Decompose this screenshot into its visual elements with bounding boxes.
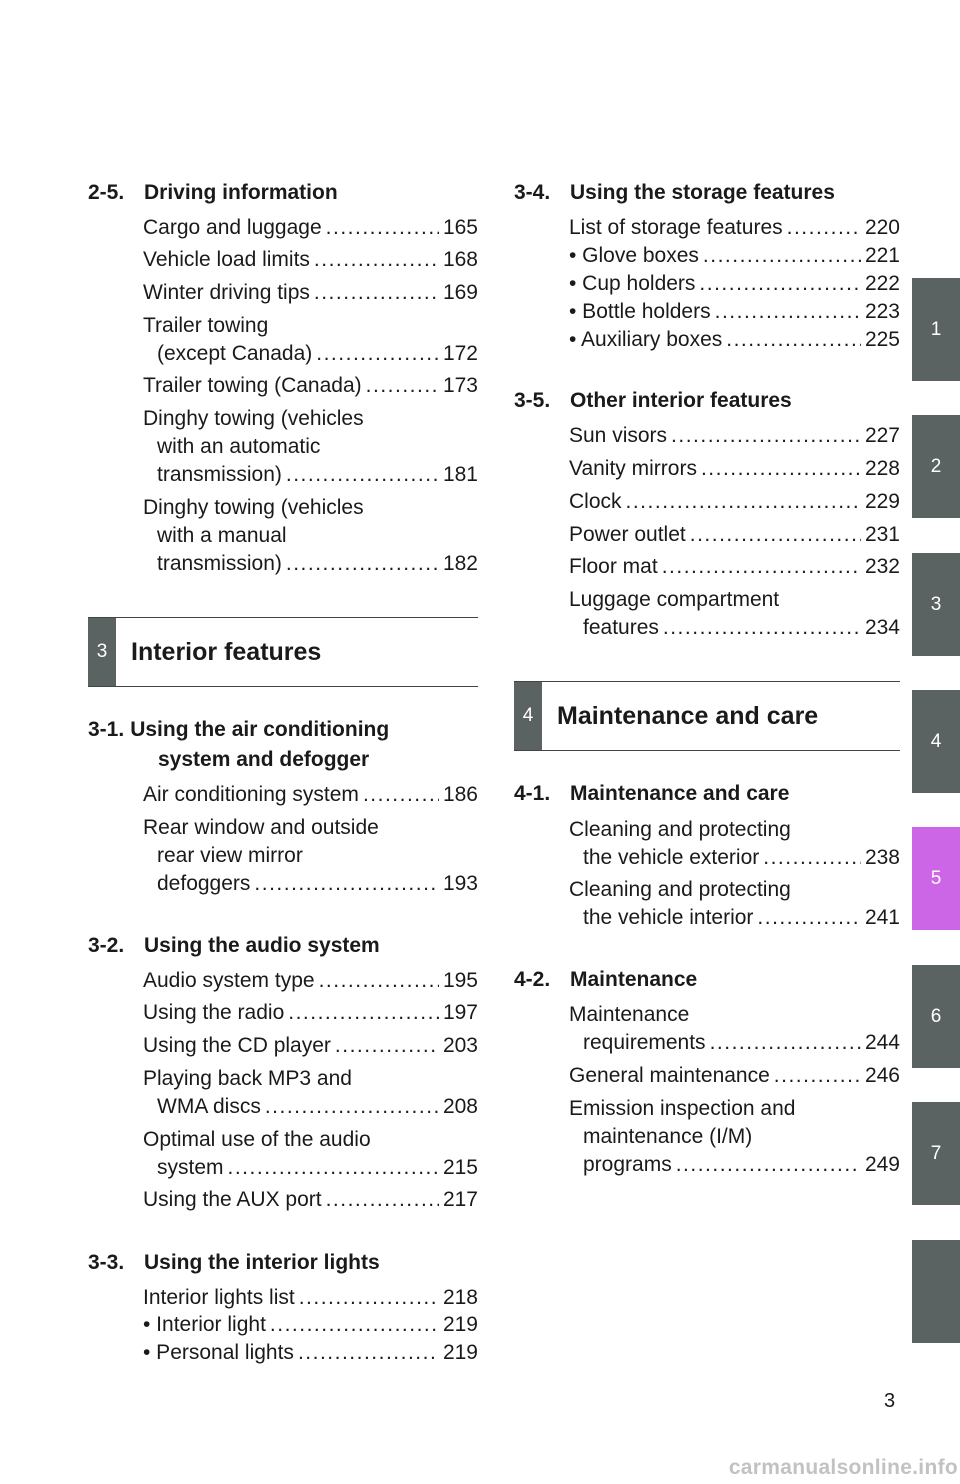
watermark: carmanualsonline.info (728, 1456, 958, 1479)
toc-entry[interactable] (143, 494, 478, 578)
toc-entry-text: Cleaning and protecting (569, 878, 791, 901)
toc-entry-row (143, 781, 478, 809)
dot-leader (699, 270, 861, 298)
dot-leader (314, 279, 439, 307)
toc-entry-text: Sun visors (569, 424, 668, 447)
toc-entry-row (569, 521, 900, 549)
toc-entry-text: Playing back MP3 and (143, 1067, 352, 1090)
toc-entry[interactable] (569, 242, 900, 270)
toc-page-number: 186 (442, 783, 478, 806)
toc-entry[interactable] (143, 312, 478, 368)
toc-page-number: 234 (864, 616, 900, 639)
dot-leader (701, 455, 861, 483)
dot-leader (763, 844, 861, 872)
toc-entry-row (143, 246, 478, 274)
toc-entry[interactable] (143, 1186, 478, 1214)
toc-entry[interactable] (143, 1065, 478, 1121)
toc-page-number: 197 (442, 1001, 478, 1024)
toc-entry-row (569, 614, 900, 642)
toc-page-number: 208 (442, 1095, 478, 1118)
toc-page-number: 232 (864, 555, 900, 578)
toc-entry-row (569, 1029, 900, 1057)
dot-leader (286, 461, 439, 489)
toc-entry-text: Using the radio (143, 1001, 285, 1024)
toc-entry[interactable] (143, 814, 478, 898)
toc-entry-text: (except Canada) (157, 342, 313, 365)
dot-leader (703, 242, 861, 270)
toc-entry-text: system (157, 1156, 224, 1179)
toc-entry-text: Cleaning and protecting (569, 818, 791, 841)
chapter-title: Maintenance and care (557, 701, 819, 730)
toc-entry-text: Cargo and luggage (143, 216, 322, 239)
toc-entry-row (569, 422, 900, 450)
dot-leader (254, 870, 439, 898)
section-heading-2-5 (88, 178, 338, 208)
chapter-tab-1[interactable]: 1 (912, 278, 960, 381)
toc-entry[interactable] (569, 1095, 900, 1179)
toc-page-number: 221 (864, 244, 900, 267)
chapter-tab-5[interactable]: 5 (912, 827, 960, 930)
toc-entry-text: the vehicle interior (583, 906, 754, 929)
toc-entry-text: with a manual (157, 524, 287, 547)
chapter-header-3 (88, 617, 478, 687)
toc-entry-text: the vehicle exterior (583, 846, 760, 869)
toc-entry-text: transmission) (157, 463, 282, 486)
toc-entry-row (569, 1062, 900, 1090)
toc-entry-text: Emission inspection and (569, 1097, 796, 1120)
toc-entry-text: General maintenance (569, 1064, 770, 1087)
toc-entry[interactable] (569, 422, 900, 450)
section-number: 2-5. (88, 181, 125, 204)
dot-leader (663, 614, 861, 642)
toc-entry[interactable] (143, 1032, 478, 1060)
toc-page-number: 222 (864, 272, 900, 295)
toc-entry-row (569, 904, 900, 932)
toc-entry-text: Using the AUX port (143, 1188, 322, 1211)
section-number: 4-2. (514, 968, 551, 991)
toc-entry-row (569, 488, 900, 516)
toc-entry-text: • Bottle holders (569, 300, 711, 323)
toc-page-number: 227 (864, 424, 900, 447)
toc-entry[interactable] (143, 1339, 478, 1367)
section-heading-3-4 (514, 178, 835, 208)
toc-entry[interactable] (569, 876, 900, 932)
toc-entry-row (143, 967, 478, 995)
chapter-title: Interior features (131, 637, 322, 666)
toc-entry[interactable] (143, 372, 478, 400)
dot-leader (774, 1062, 861, 1090)
toc-entry-row (143, 1284, 478, 1312)
toc-entry-text: requirements (583, 1031, 706, 1054)
toc-entry-row (143, 870, 478, 898)
dot-leader (715, 298, 861, 326)
toc-page-number: 220 (864, 216, 900, 239)
toc-entry-text: Trailer towing (Canada) (143, 374, 362, 397)
toc-entry[interactable] (143, 781, 478, 809)
toc-entry[interactable] (143, 967, 478, 995)
chapter-tab-4[interactable]: 4 (912, 690, 960, 793)
toc-entry-row (143, 999, 478, 1027)
section-heading-3-2 (88, 931, 380, 961)
toc-entry[interactable] (569, 1062, 900, 1090)
toc-entry-row (143, 214, 478, 242)
toc-entry-text: Audio system type (143, 969, 315, 992)
section-title: Using the interior lights (144, 1251, 380, 1274)
dot-leader (299, 1284, 439, 1312)
toc-entry-row (569, 455, 900, 483)
toc-entry[interactable] (569, 298, 900, 326)
toc-entry-text: • Interior light (143, 1313, 266, 1336)
toc-page-number: 238 (864, 846, 900, 869)
section-title: Maintenance and care (570, 782, 790, 805)
toc-entry-text: programs (583, 1153, 672, 1176)
toc-entry-row (569, 1151, 900, 1179)
toc-entry[interactable] (143, 1311, 478, 1339)
toc-entry-row (143, 1186, 478, 1214)
toc-entry-row (143, 372, 478, 400)
toc-entry-text: List of storage features (569, 216, 783, 239)
chapter-tab-6[interactable]: 6 (912, 965, 960, 1068)
toc-page-number: 203 (442, 1034, 478, 1057)
toc-entry-row (143, 279, 478, 307)
toc-entry[interactable] (143, 1284, 478, 1312)
toc-page-number: 215 (442, 1156, 478, 1179)
toc-page-number: 182 (442, 552, 478, 575)
toc-page-number: 169 (442, 281, 478, 304)
section-heading-3-1 (88, 715, 389, 775)
toc-entry-text: • Auxiliary boxes (569, 328, 723, 351)
toc-entry[interactable] (569, 816, 900, 872)
toc-entry-text: Winter driving tips (143, 281, 310, 304)
dot-leader (228, 1154, 439, 1182)
section-heading-3-5 (514, 386, 792, 416)
toc-entry-text: • Cup holders (569, 272, 696, 295)
toc-entry-text: • Personal lights (143, 1341, 294, 1364)
section-number: 3-3. (88, 1251, 125, 1274)
section-title: Other interior features (570, 389, 792, 412)
dot-leader (626, 488, 861, 516)
toc-page-number: 231 (864, 523, 900, 546)
dot-leader (710, 1029, 861, 1057)
toc-entry-text: Luggage compartment (569, 588, 780, 611)
dot-leader (288, 999, 439, 1027)
toc-entry[interactable] (569, 270, 900, 298)
dot-leader (787, 214, 861, 242)
dot-leader (671, 422, 861, 450)
toc-page-number: 168 (442, 248, 478, 271)
toc-entry-row (569, 270, 900, 298)
chapter-tab-7[interactable]: 7 (912, 1102, 960, 1205)
toc-entry-text: WMA discs (157, 1095, 261, 1118)
toc-entry-row (143, 1032, 478, 1060)
dot-leader (662, 553, 861, 581)
toc-entry-text: maintenance (I/M) (583, 1125, 753, 1148)
toc-entry-text: Trailer towing (143, 314, 269, 337)
toc-entry-text: defoggers (157, 872, 251, 895)
toc-entry-text: Maintenance (569, 1003, 690, 1026)
chapter-tab-3[interactable]: 3 (912, 553, 960, 656)
toc-page-number: 217 (442, 1188, 478, 1211)
toc-entry-text: features (583, 616, 659, 639)
toc-entry-row (569, 844, 900, 872)
section-heading-3-3 (88, 1248, 380, 1278)
toc-entry[interactable] (143, 279, 478, 307)
dot-leader (366, 372, 439, 400)
toc-page-number: 165 (442, 216, 478, 239)
toc-entry-text: Floor mat (569, 555, 658, 578)
toc-entry-text: Dinghy towing (vehicles (143, 496, 364, 519)
dot-leader (316, 340, 439, 368)
toc-entry-row (143, 1154, 478, 1182)
toc-entry-text: Air conditioning system (143, 783, 359, 806)
section-title-line-2: system and defogger (158, 748, 370, 771)
toc-entry-row (143, 1093, 478, 1121)
toc-page-number: 219 (442, 1341, 478, 1364)
toc-entry-row (143, 1339, 478, 1367)
toc-entry-text: Optimal use of the audio (143, 1128, 371, 1151)
toc-entry[interactable] (143, 405, 478, 489)
toc-entry[interactable] (569, 553, 900, 581)
dot-leader (314, 246, 439, 274)
dot-leader (326, 214, 439, 242)
toc-entry[interactable] (143, 246, 478, 274)
toc-entry-text: Clock (569, 490, 622, 513)
toc-page-number: 218 (442, 1286, 478, 1309)
toc-entry-text: Vehicle load limits (143, 248, 310, 271)
toc-entry-row (143, 550, 478, 578)
section-heading-4-2 (514, 965, 697, 995)
toc-page-number: 225 (864, 328, 900, 351)
toc-entry[interactable] (143, 999, 478, 1027)
toc-entry-text: Vanity mirrors (569, 457, 697, 480)
toc-entry-row (143, 1311, 478, 1339)
dot-leader (676, 1151, 861, 1179)
toc-entry-row (569, 214, 900, 242)
dot-leader (265, 1093, 439, 1121)
toc-entry-text: Dinghy towing (vehicles (143, 407, 364, 430)
toc-entry-text: Interior lights list (143, 1286, 295, 1309)
toc-entry[interactable] (569, 521, 900, 549)
toc-entry-text: rear view mirror (157, 844, 303, 867)
dot-leader (326, 1186, 439, 1214)
dot-leader (690, 521, 861, 549)
dot-leader (363, 781, 439, 809)
toc-entry[interactable] (569, 488, 900, 516)
toc-page-number: 172 (442, 342, 478, 365)
toc-entry[interactable] (569, 455, 900, 483)
dot-leader (319, 967, 439, 995)
toc-entry-row (569, 298, 900, 326)
toc-entry-row (569, 326, 900, 354)
chapter-tab-number: 4 (514, 682, 542, 750)
dot-leader (298, 1339, 439, 1367)
chapter-tab-number: 3 (88, 618, 116, 686)
section-number: 4-1. (514, 782, 551, 805)
toc-entry[interactable] (569, 1001, 900, 1057)
section-heading-4-1 (514, 779, 789, 809)
page-number: 3 (884, 1390, 896, 1412)
toc-page-number: 219 (442, 1313, 478, 1336)
toc-page-number: 246 (864, 1064, 900, 1087)
toc-entry-text: Power outlet (569, 523, 686, 546)
toc-page-number: 193 (442, 872, 478, 895)
dot-leader (270, 1311, 439, 1339)
section-number: 3-1. (88, 718, 125, 741)
dot-leader (286, 550, 439, 578)
dot-leader (335, 1032, 439, 1060)
toc-entry-text: Using the CD player (143, 1034, 331, 1057)
chapter-header-4 (514, 681, 900, 751)
toc-page-number: 223 (864, 300, 900, 323)
chapter-tab-2[interactable]: 2 (912, 415, 960, 518)
toc-entry-text: with an automatic (157, 435, 321, 458)
dot-leader (757, 904, 861, 932)
toc-entry[interactable] (569, 586, 900, 642)
toc-entry-row (569, 553, 900, 581)
toc-page-number: 249 (864, 1153, 900, 1176)
toc-entry[interactable] (569, 326, 900, 354)
toc-entry-row (143, 340, 478, 368)
section-title: Driving information (144, 181, 338, 204)
section-title: Using the audio system (144, 934, 380, 957)
section-title: Using the storage features (570, 181, 835, 204)
toc-entry[interactable] (143, 1126, 478, 1182)
toc-page-number: 195 (442, 969, 478, 992)
section-title-line-1: Using the air conditioning (130, 718, 390, 741)
toc-entry[interactable] (569, 214, 900, 242)
section-number: 3-5. (514, 389, 551, 412)
toc-page-number: 229 (864, 490, 900, 513)
toc-page-number: 228 (864, 457, 900, 480)
toc-entry-text: Rear window and outside (143, 816, 379, 839)
toc-entry-text: transmission) (157, 552, 282, 575)
toc-entry-row (569, 242, 900, 270)
toc-entry-row (143, 461, 478, 489)
section-number: 3-4. (514, 181, 551, 204)
toc-page-number: 181 (442, 463, 478, 486)
toc-entry-text: • Glove boxes (569, 244, 699, 267)
toc-page-number: 244 (864, 1031, 900, 1054)
section-title: Maintenance (570, 968, 698, 991)
section-number: 3-2. (88, 934, 125, 957)
dot-leader (726, 326, 861, 354)
chapter-tab-index[interactable] (912, 1240, 960, 1343)
toc-page-number: 173 (442, 374, 478, 397)
toc-entry[interactable] (143, 214, 478, 242)
toc-page-number: 241 (864, 906, 900, 929)
